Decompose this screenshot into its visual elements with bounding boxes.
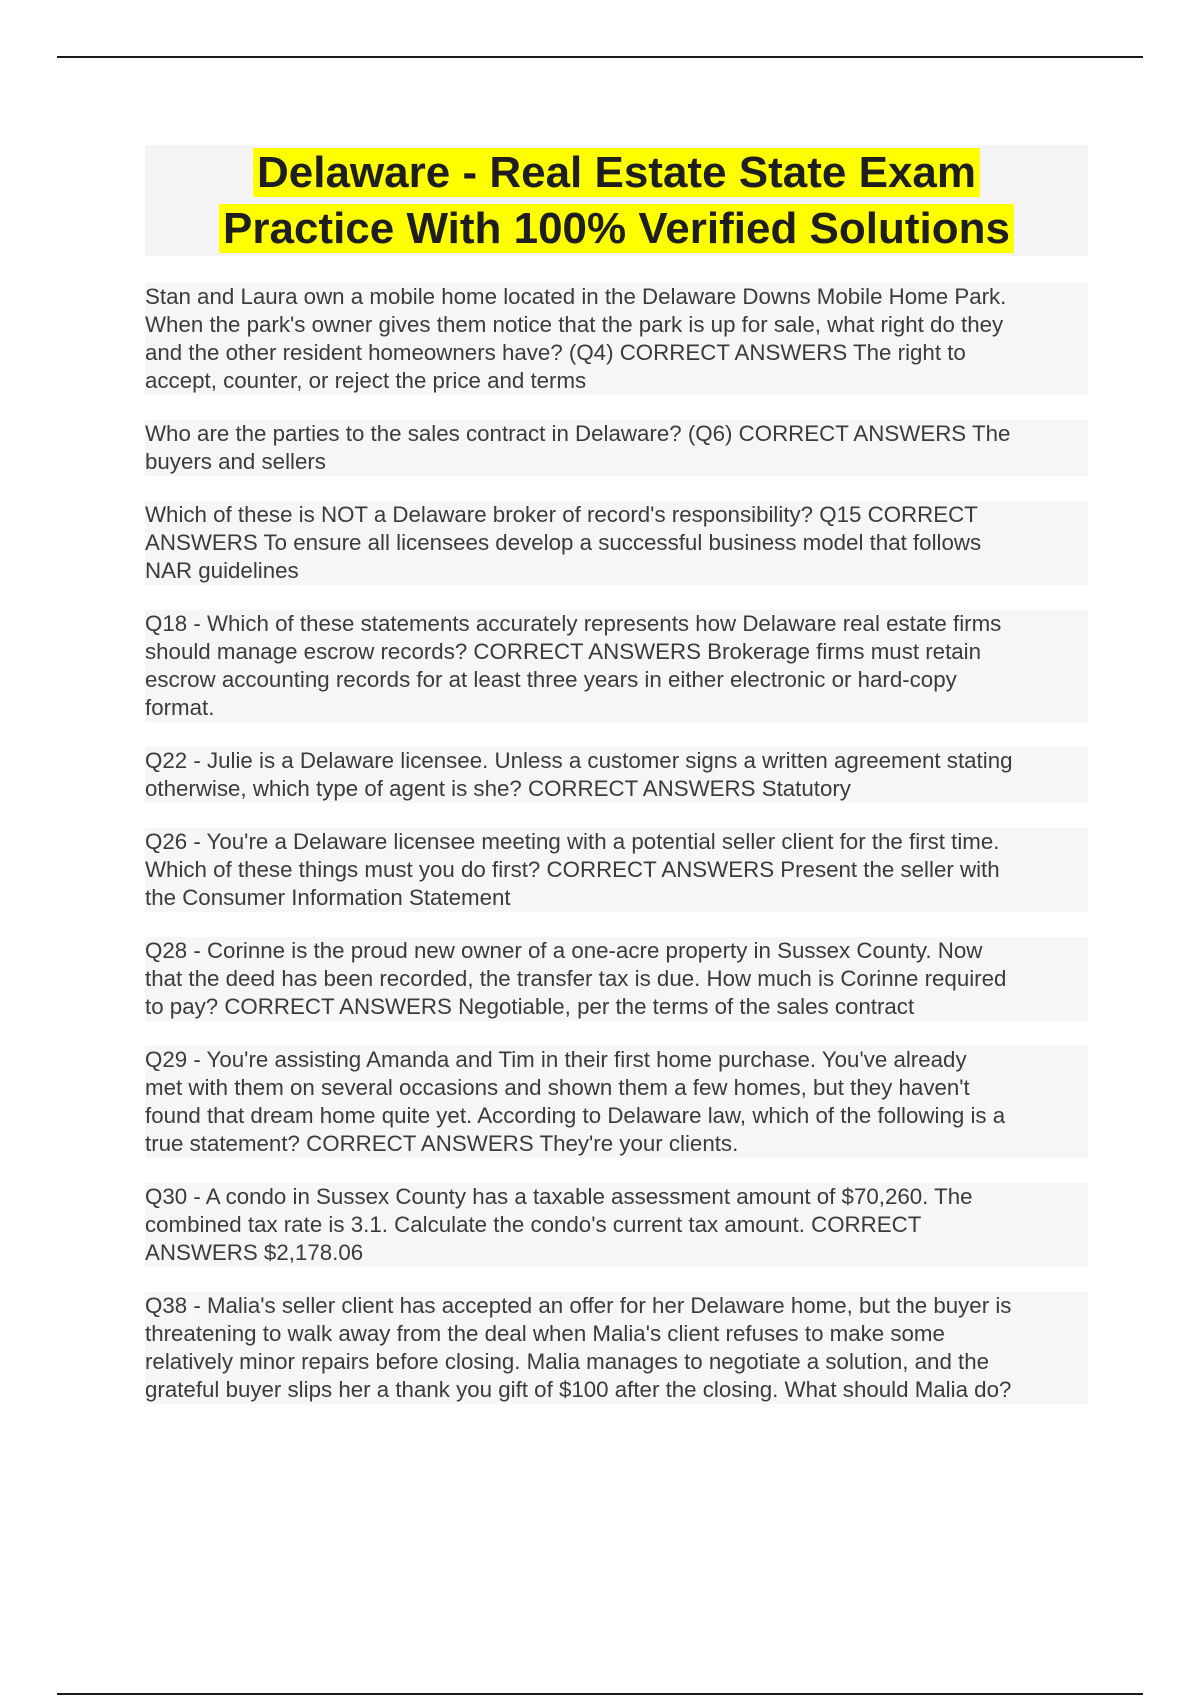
qa-text-line: accept, counter, or reject the price and terms xyxy=(145,368,587,393)
qa-entry xyxy=(145,1046,1088,1158)
qa-text-line: Q30 - A condo in Sussex County has a taxable assessment amount of $70,260. The xyxy=(145,1184,973,1209)
qa-entry xyxy=(145,1183,1088,1267)
qa-text-line: Stan and Laura own a mobile home located in the Delaware Downs Mobile Home Park. xyxy=(145,284,1007,309)
qa-entry xyxy=(145,283,1088,395)
qa-text-line: ANSWERS To ensure all licensees develop a successful business model that follows xyxy=(145,530,982,555)
qa-entry xyxy=(145,501,1088,585)
qa-text-line: met with them on several occasions and shown them a few homes, but they haven't xyxy=(145,1075,970,1100)
qa-entry xyxy=(145,610,1088,722)
qa-text-line: to pay? CORRECT ANSWERS Negotiable, per the terms of the sales contract xyxy=(145,994,915,1019)
header-rule xyxy=(57,56,1143,58)
qa-entry xyxy=(145,747,1088,803)
title-highlight-2: Practice With 100% Verified Solutions xyxy=(219,204,1014,253)
qa-text-line: found that dream home quite yet. According to Delaware law, which of the following is a xyxy=(145,1103,1006,1128)
qa-text-line: Which of these is NOT a Delaware broker of record's responsibility? Q15 CORRECT xyxy=(145,502,978,527)
qa-text-line: that the deed has been recorded, the transfer tax is due. How much is Corinne required xyxy=(145,966,1007,991)
qa-text-line: escrow accounting records for at least three years in either electronic or hard-copy xyxy=(145,667,957,692)
qa-text-line: Q26 - You're a Delaware licensee meeting with a potential seller client for the first time. xyxy=(145,829,1000,854)
footer-rule xyxy=(57,1693,1143,1695)
qa-text-line: Which of these things must you do first? CORRECT ANSWERS Present the seller with xyxy=(145,857,1000,882)
qa-text-line: When the park's owner gives them notice that the park is up for sale, what right do they xyxy=(145,312,1004,337)
qa-entry xyxy=(145,937,1088,1021)
qa-list xyxy=(145,283,1088,1429)
qa-text-line: the Consumer Information Statement xyxy=(145,885,511,910)
qa-text-line: and the other resident homeowners have? (Q4) CORRECT ANSWERS The right to xyxy=(145,340,966,365)
qa-text-line: relatively minor repairs before closing. Malia manages to negotiate a solution, and the xyxy=(145,1349,990,1374)
qa-text-line: Q28 - Corinne is the proud new owner of a one-acre property in Sussex County. Now xyxy=(145,938,983,963)
qa-text-line: NAR guidelines xyxy=(145,558,299,583)
qa-text-line: Q38 - Malia's seller client has accepted an offer for her Delaware home, but the buyer is xyxy=(145,1293,1012,1318)
title-line-2 xyxy=(145,201,1088,257)
qa-entry xyxy=(145,420,1088,476)
qa-text-line: true statement? CORRECT ANSWERS They're your clients. xyxy=(145,1131,739,1156)
qa-text-line: buyers and sellers xyxy=(145,449,326,474)
qa-text-line: Who are the parties to the sales contract in Delaware? (Q6) CORRECT ANSWERS The xyxy=(145,421,1011,446)
document-title xyxy=(145,145,1088,256)
qa-text-line: threatening to walk away from the deal when Malia's client refuses to make some xyxy=(145,1321,945,1346)
qa-text-line: format. xyxy=(145,695,215,720)
qa-text-line: grateful buyer slips her a thank you gift of $100 after the closing. What should Malia do? xyxy=(145,1377,1012,1402)
qa-entry xyxy=(145,828,1088,912)
title-line-1 xyxy=(145,145,1088,201)
qa-text-line: otherwise, which type of agent is she? CORRECT ANSWERS Statutory xyxy=(145,776,851,801)
qa-text-line: Q22 - Julie is a Delaware licensee. Unless a customer signs a written agreement stating xyxy=(145,748,1013,773)
title-highlight-1: Delaware - Real Estate State Exam xyxy=(253,148,980,197)
qa-text-line: should manage escrow records? CORRECT ANSWERS Brokerage firms must retain xyxy=(145,639,982,664)
qa-text-line: ANSWERS $2,178.06 xyxy=(145,1240,364,1265)
qa-text-line: combined tax rate is 3.1. Calculate the condo's current tax amount. CORRECT xyxy=(145,1212,922,1237)
qa-text-line: Q29 - You're assisting Amanda and Tim in their first home purchase. You've already xyxy=(145,1047,967,1072)
qa-text-line: Q18 - Which of these statements accurately represents how Delaware real estate firms xyxy=(145,611,1002,636)
qa-entry xyxy=(145,1292,1088,1404)
